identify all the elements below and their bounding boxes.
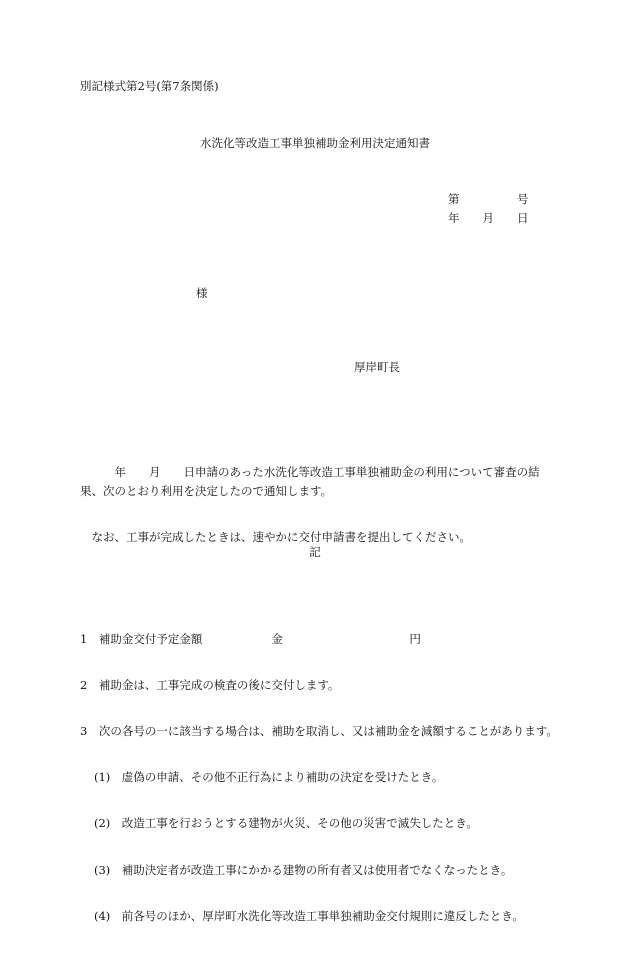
form-label: 別記様式第2号(第7条関係) bbox=[80, 79, 219, 93]
sub-item: (1) 虚偽の申請、その他不正行為により補助の決定を受けたとき。 bbox=[94, 770, 444, 785]
document-title: 水洗化等改造工事単独補助金利用決定通知書 bbox=[200, 136, 430, 150]
sub-item: (2) 改造工事を行おうとする建物が火災、その他の災害で滅失したとき。 bbox=[94, 816, 478, 831]
ki-heading: 記 bbox=[309, 545, 321, 559]
list-item: 3 次の各号の一に該当する場合は、補助を取消し、又は補助金を減額することがあります。 bbox=[80, 723, 558, 738]
item-list bbox=[80, 602, 600, 953]
body-paragraph-1: 年 月 日申請のあった水洗化等改造工事単独補助金の利用について審査の結果、次のとおり利用を決定したので通知します。 bbox=[80, 464, 540, 498]
sender: 厚岸町長 bbox=[354, 360, 400, 374]
sub-item: (4) 前各号のほか、厚岸町水洗化等改造工事単独補助金交付規則に違反したとき。 bbox=[94, 908, 524, 923]
document-date: 年 月 日 bbox=[448, 211, 529, 225]
list-item: 2 補助金は、工事完成の検査の後に交付します。 bbox=[80, 677, 340, 692]
list-item: 1 補助金交付予定金額 金 円 bbox=[80, 631, 421, 646]
document-number: 第 号 bbox=[448, 192, 529, 206]
sub-item: (3) 補助決定者が改造工事にかかる建物の所有者又は使用者でなくなったとき。 bbox=[94, 862, 513, 877]
addressee: 様 bbox=[196, 286, 208, 300]
body-paragraph-2: なお、工事が完成したときは、速やかに交付申請書を提出してください。 bbox=[80, 530, 471, 545]
